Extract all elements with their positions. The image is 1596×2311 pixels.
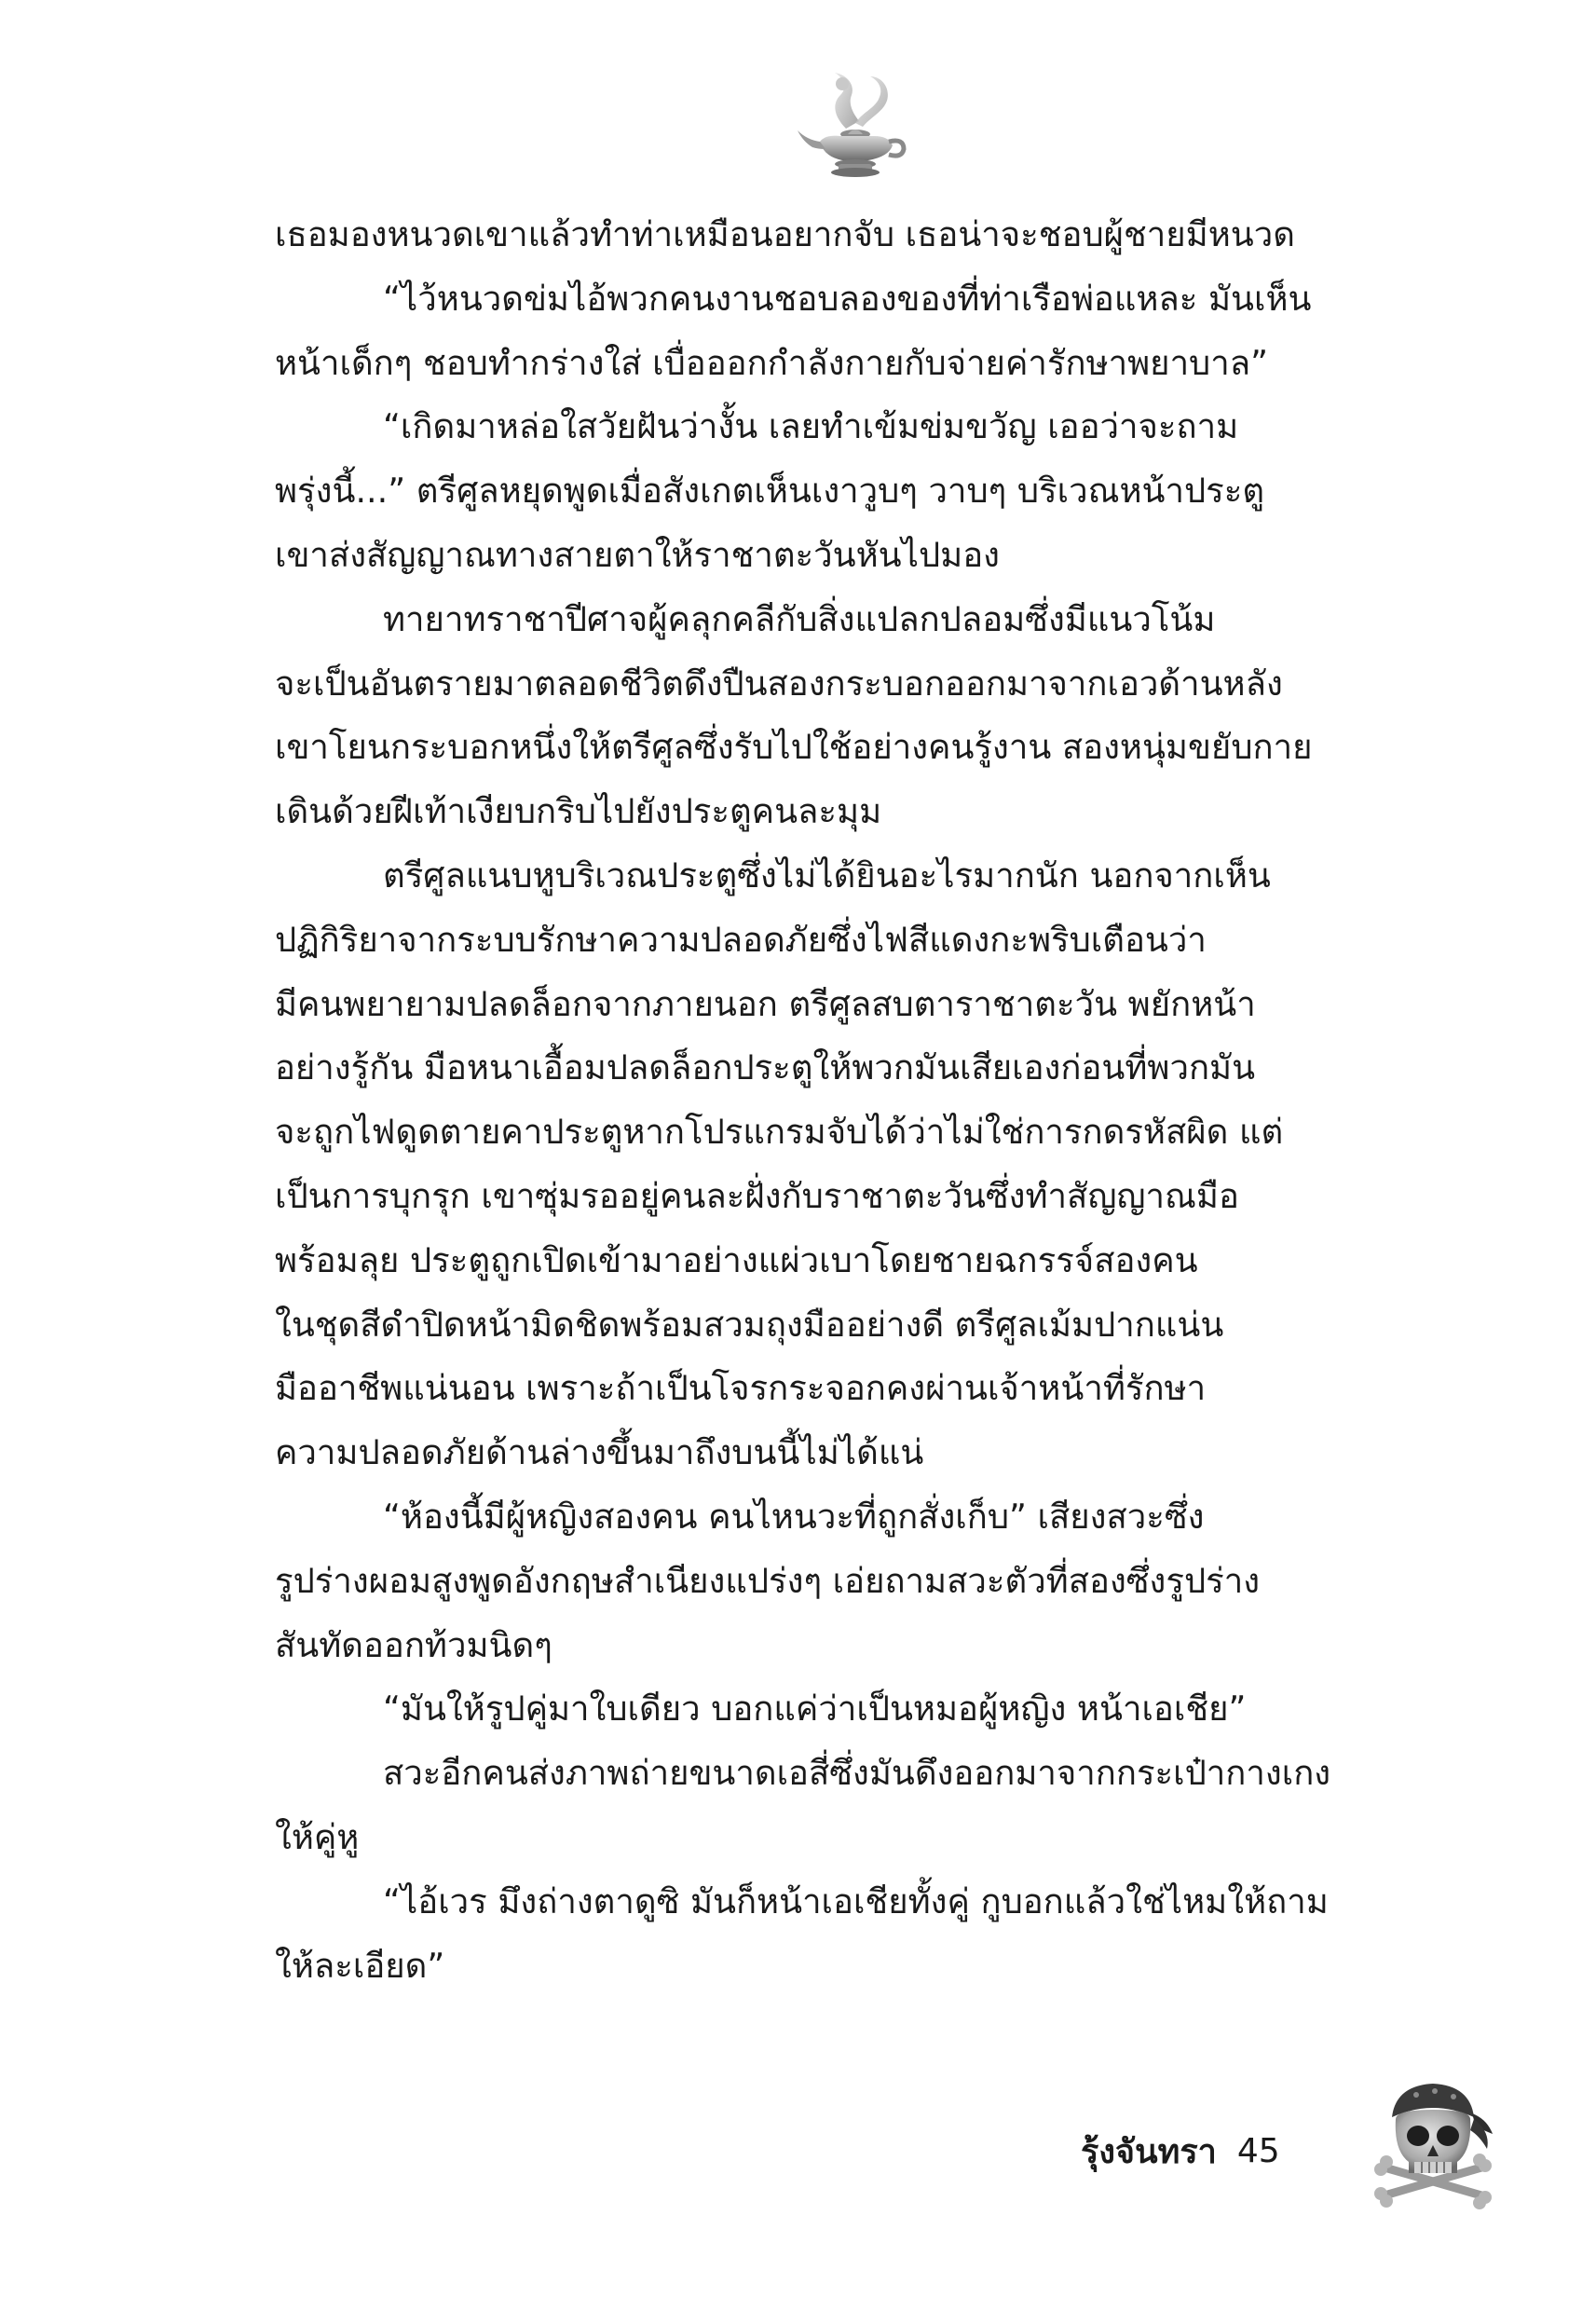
text-line: จะถูกไฟดูดตายคาประตูหากโปรแกรมจับได้ว่าไม่ใช่การกดรหัสผิด แต่ xyxy=(275,1112,1284,1153)
skull-crossbones-icon xyxy=(1368,2076,1498,2216)
text-line: ตรีศูลแนบหูบริเวณประตูซึ่งไม่ได้ยินอะไรมากนัก นอกจากเห็น xyxy=(383,855,1271,896)
text-line: ให้ละเอียด” xyxy=(275,1945,445,1986)
text-line: เธอมองหนวดเขาแล้วทำท่าเหมือนอยากจับ เธอน่าจะชอบผู้ชายมีหนวด xyxy=(275,214,1295,254)
text-line: เดินด้วยฝีเท้าเงียบกริบไปยังประตูคนละมุม xyxy=(275,791,882,832)
text-line: ทายาทราชาปีศาจผู้คลุกคลีกับสิ่งแปลกปลอมซึ่งมีแนวโน้ม xyxy=(383,598,1216,639)
text-line: พรุ่งนี้...” ตรีศูลหยุดพูดเมื่อสังเกตเห็นเงาวูบๆ วาบๆ บริเวณหน้าประตู xyxy=(275,471,1265,512)
text-line: “ห้องนี้มีผู้หญิงสองคน คนไหนวะที่ถูกสั่งเก็บ” เสียงสวะซึ่ง xyxy=(383,1496,1205,1537)
text-line: จะเป็นอันตรายมาตลอดชีวิตดึงปืนสองกระบอกออกมาจากเอวด้านหลัง xyxy=(275,663,1283,704)
page-number: 45 xyxy=(1236,2131,1280,2170)
text-line: หน้าเด็กๆ ชอบทำกร่างใส่ เบื่อออกกำลังกายกับจ่ายค่ารักษาพยาบาล” xyxy=(275,342,1269,383)
text-line: เขาส่งสัญญาณทางสายตาให้ราชาตะวันหันไปมอง xyxy=(275,534,1000,575)
text-line: ในชุดสีดำปิดหน้ามิดชิดพร้อมสวมถุงมืออย่างดี ตรีศูลเม้มปากแน่น xyxy=(275,1304,1224,1345)
text-line: พร้อมลุย ประตูถูกเปิดเข้ามาอย่างแผ่วเบาโดยชายฉกรรจ์สองคน xyxy=(275,1239,1198,1280)
text-line: “มันให้รูปคู่มาใบเดียว บอกแค่ว่าเป็นหมอผู้หญิง หน้าเอเชีย” xyxy=(383,1689,1247,1730)
text-line: ความปลอดภัยด้านล่างขึ้นมาถึงบนนี้ไม่ได้แน่ xyxy=(275,1432,924,1473)
text-line: รูปร่างผอมสูงพูดอังกฤษสำเนียงแปร่งๆ เอ่ยถามสวะตัวที่สองซึ่งรูปร่าง xyxy=(275,1560,1261,1601)
text-line: “ไอ้เวร มึงถ่างตาดูซิ มันก็หน้าเอเชียทั้งคู่ กูบอกแล้วใช่ไหมให้ถาม xyxy=(383,1880,1329,1921)
text-line: “ไว้หนวดข่มไอ้พวกคนงานชอบลองของที่ท่าเรือพ่อแหละ มันเห็น xyxy=(383,278,1312,319)
text-line: “เกิดมาหล่อใสวัยฝันว่างั้น เลยทำเข้มข่มขวัญ เออว่าจะถาม xyxy=(383,406,1239,447)
text-line: อย่างรู้กัน มือหนาเอื้อมปลดล็อกประตูให้พวกมันเสียเองก่อนที่พวกมัน xyxy=(275,1047,1256,1088)
text-line: เป็นการบุกรุก เขาซุ่มรออยู่คนละฝั่งกับราชาตะวันซึ่งทำสัญญาณมือ xyxy=(275,1175,1239,1216)
book-title: รุ้งจันทรา xyxy=(1081,2132,1217,2171)
text-line: มืออาชีพแน่นอน เพราะถ้าเป็นโจรกระจอกคงผ่านเจ้าหน้าที่รักษา xyxy=(275,1368,1207,1409)
text-line: เขาโยนกระบอกหนึ่งให้ตรีศูลซึ่งรับไปใช้อย่างคนรู้งาน สองหนุ่มขยับกาย xyxy=(275,727,1313,768)
body-text xyxy=(275,203,1430,1998)
page-footer xyxy=(1081,2123,1280,2179)
text-line: สวะอีกคนส่งภาพถ่ายขนาดเอสี่ซึ่งมันดึงออกมาจากกระเป๋ากางเกง xyxy=(383,1753,1331,1794)
text-line: สันทัดออกท้วมนิดๆ xyxy=(275,1624,552,1665)
text-line: ปฏิกิริยาจากระบบรักษาความปลอดภัยซึ่งไฟสีแดงกะพริบเตือนว่า xyxy=(275,919,1207,960)
text-line: มีคนพยายามปลดล็อกจากภายนอก ตรีศูลสบตาราชาตะวัน พยักหน้า xyxy=(275,983,1256,1024)
text-line: ให้คู่หู xyxy=(275,1816,360,1857)
genie-lamp-icon xyxy=(788,56,919,186)
